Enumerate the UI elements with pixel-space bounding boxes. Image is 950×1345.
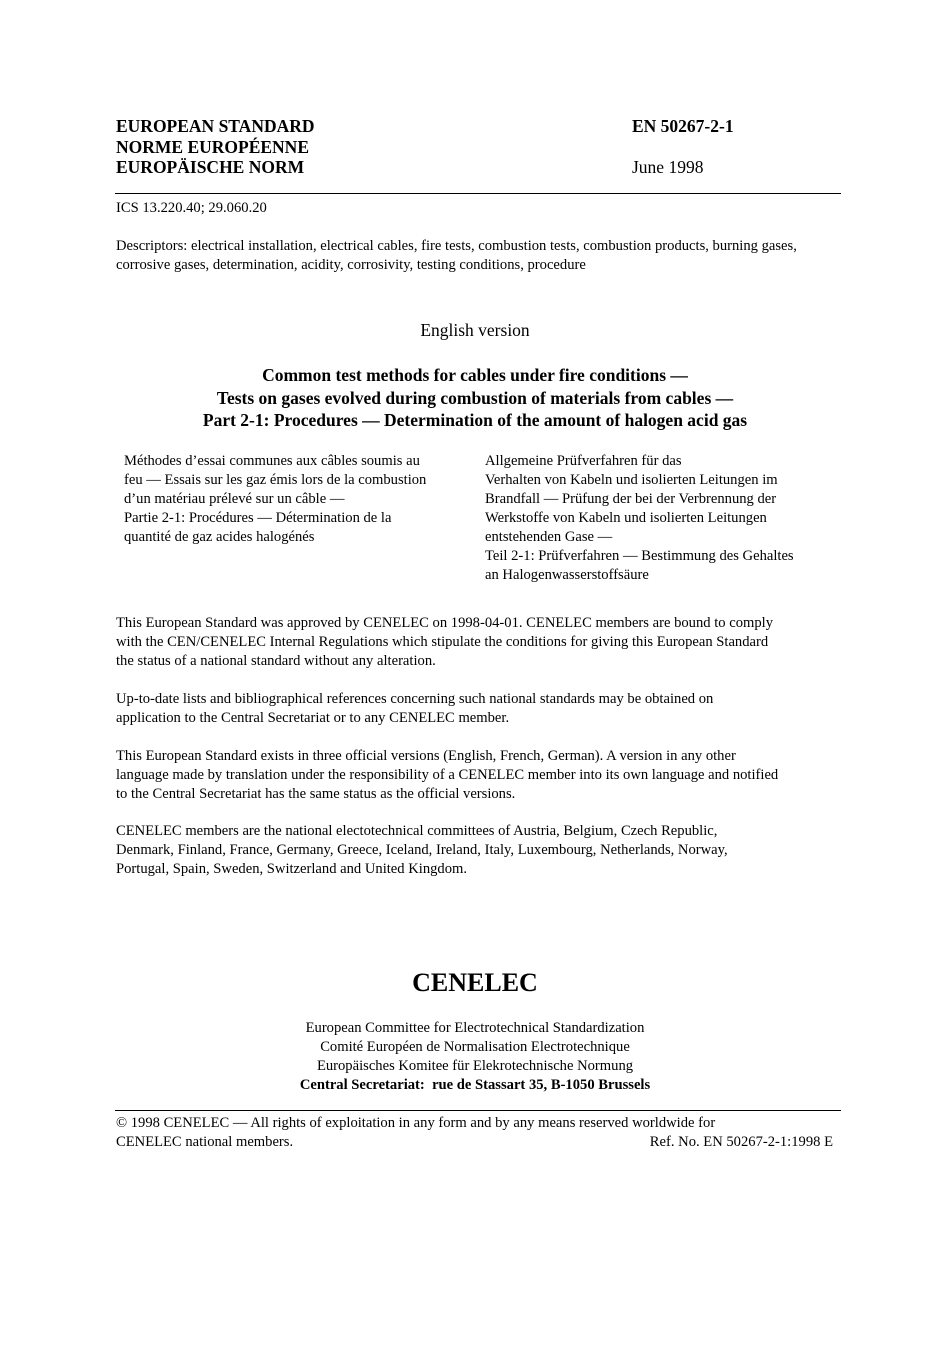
paragraph-line: application to the Central Secretariat or to any CENELEC member. (116, 710, 510, 726)
title-line: Part 2-1: Procedures — Determination of the amount of halogen acid gas (202, 410, 748, 430)
title-line: Common test methods for cables under fire conditions — (262, 365, 688, 385)
french-title-line: Partie 2-1: Procédures — Détermination de la (124, 510, 392, 526)
paragraph-line: language made by translation under the responsibility of a CENELEC member into its own language and notified (116, 767, 779, 783)
paragraph-line: Up-to-date lists and bibliographical references concerning such national standards may be obtained on (116, 691, 714, 707)
german-title-line: Verhalten von Kabeln und isolierten Leitungen im (485, 472, 778, 488)
german-title-line: Teil 2-1: Prüfverfahren — Bestimmung des Gehaltes (485, 548, 794, 564)
french-title-line: Méthodes d’essai communes aux câbles soumis au (124, 453, 420, 469)
title-line: Tests on gases evolved during combustion of materials from cables — (216, 387, 734, 408)
paragraph-line: with the CEN/CENELEC Internal Regulations which stipulate the conditions for giving this European Standard (116, 634, 769, 650)
members-paragraph (116, 822, 840, 879)
copyright-footer (116, 1114, 833, 1152)
cenelec-address-block (0, 1019, 950, 1095)
german-title-line: entstehenden Gase — (485, 529, 613, 545)
standard-type-en: EUROPEAN STANDARD (116, 116, 315, 136)
central-secretariat: Central Secretariat: rue de Stassart 35, B-1050 Brussels (299, 1077, 651, 1093)
german-title-line: Brandfall — Prüfung der bei der Verbrennung der (485, 491, 777, 507)
approval-paragraph (116, 614, 840, 671)
version-label: English version (420, 320, 530, 340)
document-title (0, 364, 950, 432)
paragraph-line: Portugal, Spain, Sweden, Switzerland and United Kingdom. (116, 861, 468, 877)
french-title-line: feu — Essais sur les gaz émis lors de la combustion (124, 472, 427, 488)
paragraph-line: This European Standard exists in three official versions (English, French, German). A version in any other (116, 748, 736, 764)
standard-type-fr: NORME EUROPÉENNE (116, 136, 309, 157)
german-title-line: Werkstoffe von Kabeln und isolierten Leitungen (485, 510, 767, 526)
copyright-line-2: CENELEC national members. (116, 1134, 294, 1150)
committee-name-de: Europäisches Komitee für Elekrotechnische Normung (316, 1058, 634, 1074)
paragraph-line: to the Central Secretariat has the same status as the official versions. (116, 786, 516, 802)
ics-codes: ICS 13.220.40; 29.060.20 (116, 200, 267, 216)
german-title-line: Allgemeine Prüfverfahren für das (485, 453, 682, 469)
committee-name-fr: Comité Européen de Normalisation Electrotechnique (320, 1039, 630, 1055)
german-title (485, 452, 794, 585)
standard-number: EN 50267-2-1 (632, 116, 734, 136)
standard-type-lines (116, 116, 315, 178)
committee-name-en: European Committee for Electrotechnical Standardization (305, 1020, 645, 1036)
paragraph-line: Denmark, Finland, France, Germany, Greece, Iceland, Ireland, Italy, Luxembourg, Netherlands, Norway, (116, 842, 728, 858)
header-divider (115, 193, 841, 194)
descriptors: Descriptors: electrical installation, electrical cables, fire tests, combustion tests, combustion products, burning gases, corrosive gases, determination, acidity, corrosivity, testing conditions, procedure (116, 238, 797, 273)
german-title-line: an Halogenwasserstoffsäure (485, 567, 649, 583)
paragraph-line: CENELEC members are the national electotechnical committees of Austria, Belgium, Czech Republic, (116, 823, 718, 839)
french-title (124, 452, 426, 547)
french-title-line: quantité de gaz acides halogénés (124, 529, 315, 545)
versions-paragraph (116, 747, 840, 804)
copyright-line: © 1998 CENELEC — All rights of exploitation in any form and by any means reserved worldwide for (116, 1115, 716, 1131)
standard-type-de: EUROPÄISCHE NORM (116, 157, 305, 177)
paragraph-line: This European Standard was approved by CENELEC on 1998-04-01. CENELEC members are bound to comply (116, 615, 773, 631)
references-paragraph (116, 690, 840, 728)
cenelec-heading: CENELEC (412, 968, 538, 997)
publication-date: June 1998 (632, 157, 704, 177)
reference-number: Ref. No. EN 50267-2-1:1998 E (649, 1134, 833, 1150)
footer-divider (115, 1110, 841, 1111)
french-title-line: d’un matériau prélevé sur un câble — (124, 491, 345, 507)
paragraph-line: the status of a national standard without any alteration. (116, 653, 436, 669)
